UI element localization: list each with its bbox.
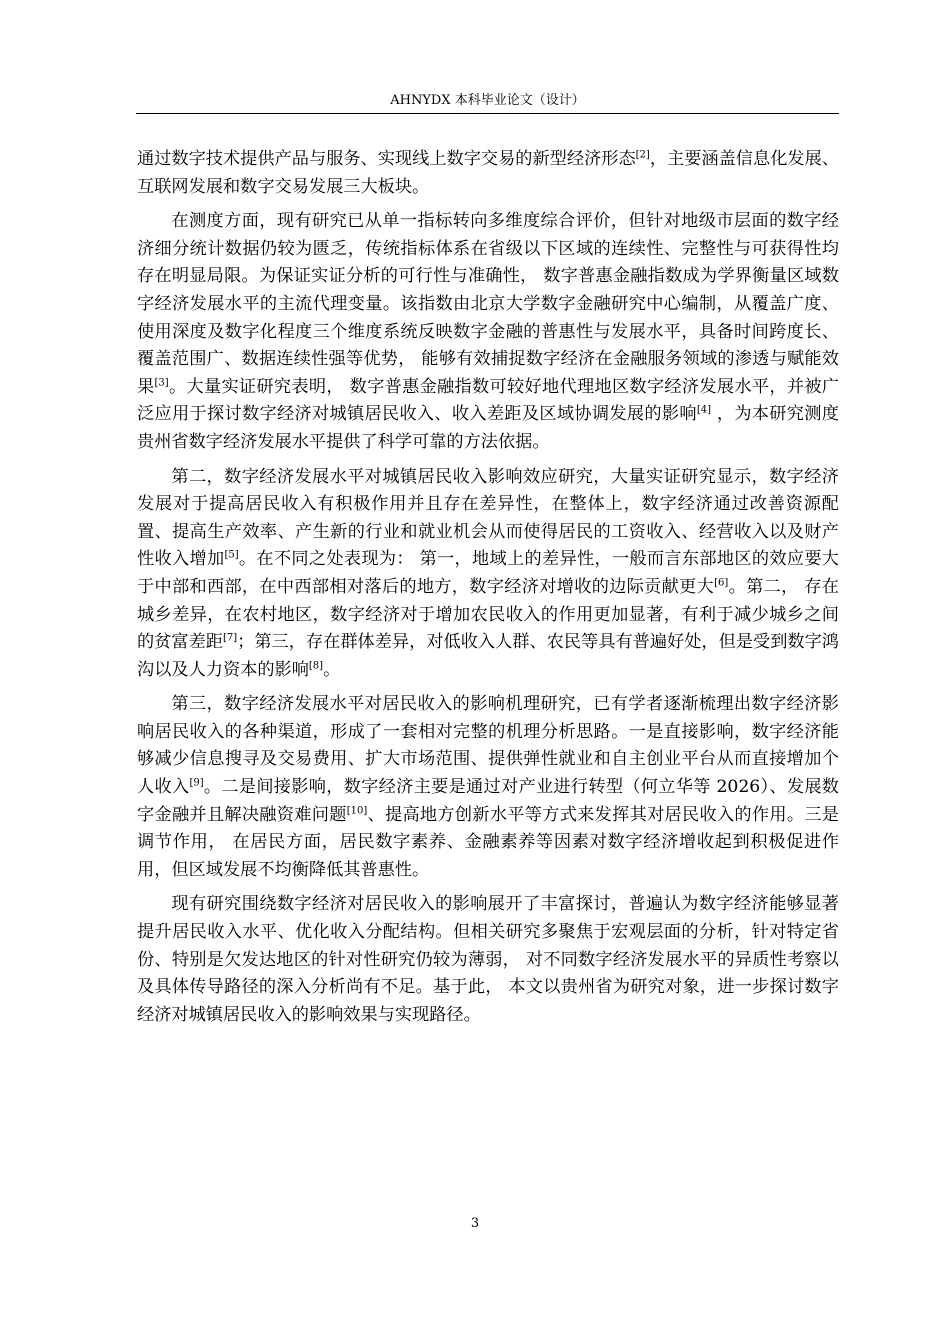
text-run: 。在不同之处表现为： 第一，地域上的差异性，一般而言东部地区的效应要大于中部和西部，在中西部相对落后的地方，数字经济对增收的边际贡献更大 — [137, 549, 839, 597]
body-paragraph — [137, 208, 839, 456]
text-run: 、提高地方创新水平等方式来发挥其对居民收入的作用。三是调节作用， 在居民方面，居民数字素养、金融素养等因素对数字经济增收起到积极促进作用，但区域发展不均衡降低其普惠性。 — [137, 804, 839, 880]
text-run: ，为本研究测度贵州省数字经济发展水平提供了科学可靠的方法依据。 — [137, 404, 839, 452]
header-rule — [136, 113, 839, 114]
citation-marker: [5] — [224, 549, 239, 561]
body-paragraph — [137, 691, 839, 884]
running-header: AHNYDX 本科毕业论文（设计） — [390, 93, 585, 108]
text-run: 。二是间接影响，数字经济主要是通过对产业进行转型（何立华等 2026）、发展数字金融并且解决融资难问题 — [137, 777, 839, 825]
text-run: ；第三，存在群体差异，对低收入人群、农民等具有普遍好处，但是受到数字鸿沟以及人力资本的影响 — [137, 632, 839, 680]
citation-marker: [6] — [714, 577, 729, 589]
citation-marker: [10] — [346, 804, 368, 816]
document-body — [137, 146, 839, 1036]
citation-marker: [3] — [154, 377, 169, 389]
citation-marker: [9] — [189, 777, 204, 789]
text-run: 第三，数字经济发展水平对居民收入的影响机理研究，已有学者逐渐梳理出数字经济影响居民收入的各种渠道，形成了一套相对完整的机理分析思路。一是直接影响，数字经济能够减少信息搜寻及交易费用、扩大市场范围、提供弹性就业和自主创业平台从而直接增加个人收入 — [137, 694, 839, 798]
text-run: ，主要涵盖信息化发展、互联网发展和数字交易发展三大板块。 — [137, 149, 839, 197]
text-run: 。大量实证研究表明， 数字普惠金融指数可较好地代理地区数字经济发展水平，并被广泛应用于探讨数字经济对城镇居民收入、收入差距及区域协调发展的影响 — [137, 376, 839, 425]
text-run: 。 — [323, 659, 341, 680]
text-run: 。第二， 存在城乡差异，在农村地区，数字经济对于增加农民收入的作用更加显著，有利于减少城乡之间的贫富差距 — [137, 576, 839, 653]
citation-marker: [2] — [635, 149, 650, 161]
text-run: 现有研究围绕数字经济对居民收入的影响展开了丰富探讨，普遍认为数字经济能够显著提升居民收入水平、优化收入分配结构。但相关研究多聚焦于宏观层面的分析，针对特定省份、特别是欠发达地区的针对性研究仍较为薄弱， 对不同数字经济发展水平的异质性考察以及具体传导路径的深入分析尚有不足。基于此， 本文以贵州省为研究对象，进一步探讨数字经济对城镇居民收入的影响效果与实现路径。 — [137, 894, 839, 1025]
text-run: 通过数字技术提供产品与服务、实现线上数字交易的新型经济形态 — [137, 149, 636, 169]
body-paragraph — [137, 891, 839, 1029]
body-paragraph — [137, 464, 839, 685]
citation-marker: [4] — [696, 404, 712, 416]
citation-marker: [7] — [222, 632, 238, 644]
citation-marker: [8] — [308, 659, 324, 671]
page-number: 3 — [470, 1216, 480, 1231]
body-paragraph — [137, 146, 839, 201]
text-run: 第二，数字经济发展水平对城镇居民收入影响效应研究，大量实证研究显示，数字经济发展对于提高居民收入有积极作用并且存在差异性，在整体上，数字经济通过改善资源配置、提高生产效率、产生新的行业和就业机会从而使得居民的工资收入、经营收入以及财产性收入增加 — [137, 466, 839, 570]
text-run: 在测度方面，现有研究已从单一指标转向多维度综合评价，但针对地级市层面的数字经济细分统计数据仍较为匮乏，传统指标体系在省级以下区域的连续性、完整性与可获得性均存在明显局限。为保证实证分析的可行性与准确性， 数字普惠金融指数成为学界衡量区域数字经济发展水平的主流代理变量。该指数由北京大学数字金融研究中心编制，从覆盖广度、使用深度及数字化程度三个维度系统反映数字金融的普惠性与发展水平，具备时间跨度长、覆盖范围广、数据连续性强等优势， 能够有效捕捉数字经济在金融服务领域的渗透与赋能效果 — [137, 211, 839, 397]
